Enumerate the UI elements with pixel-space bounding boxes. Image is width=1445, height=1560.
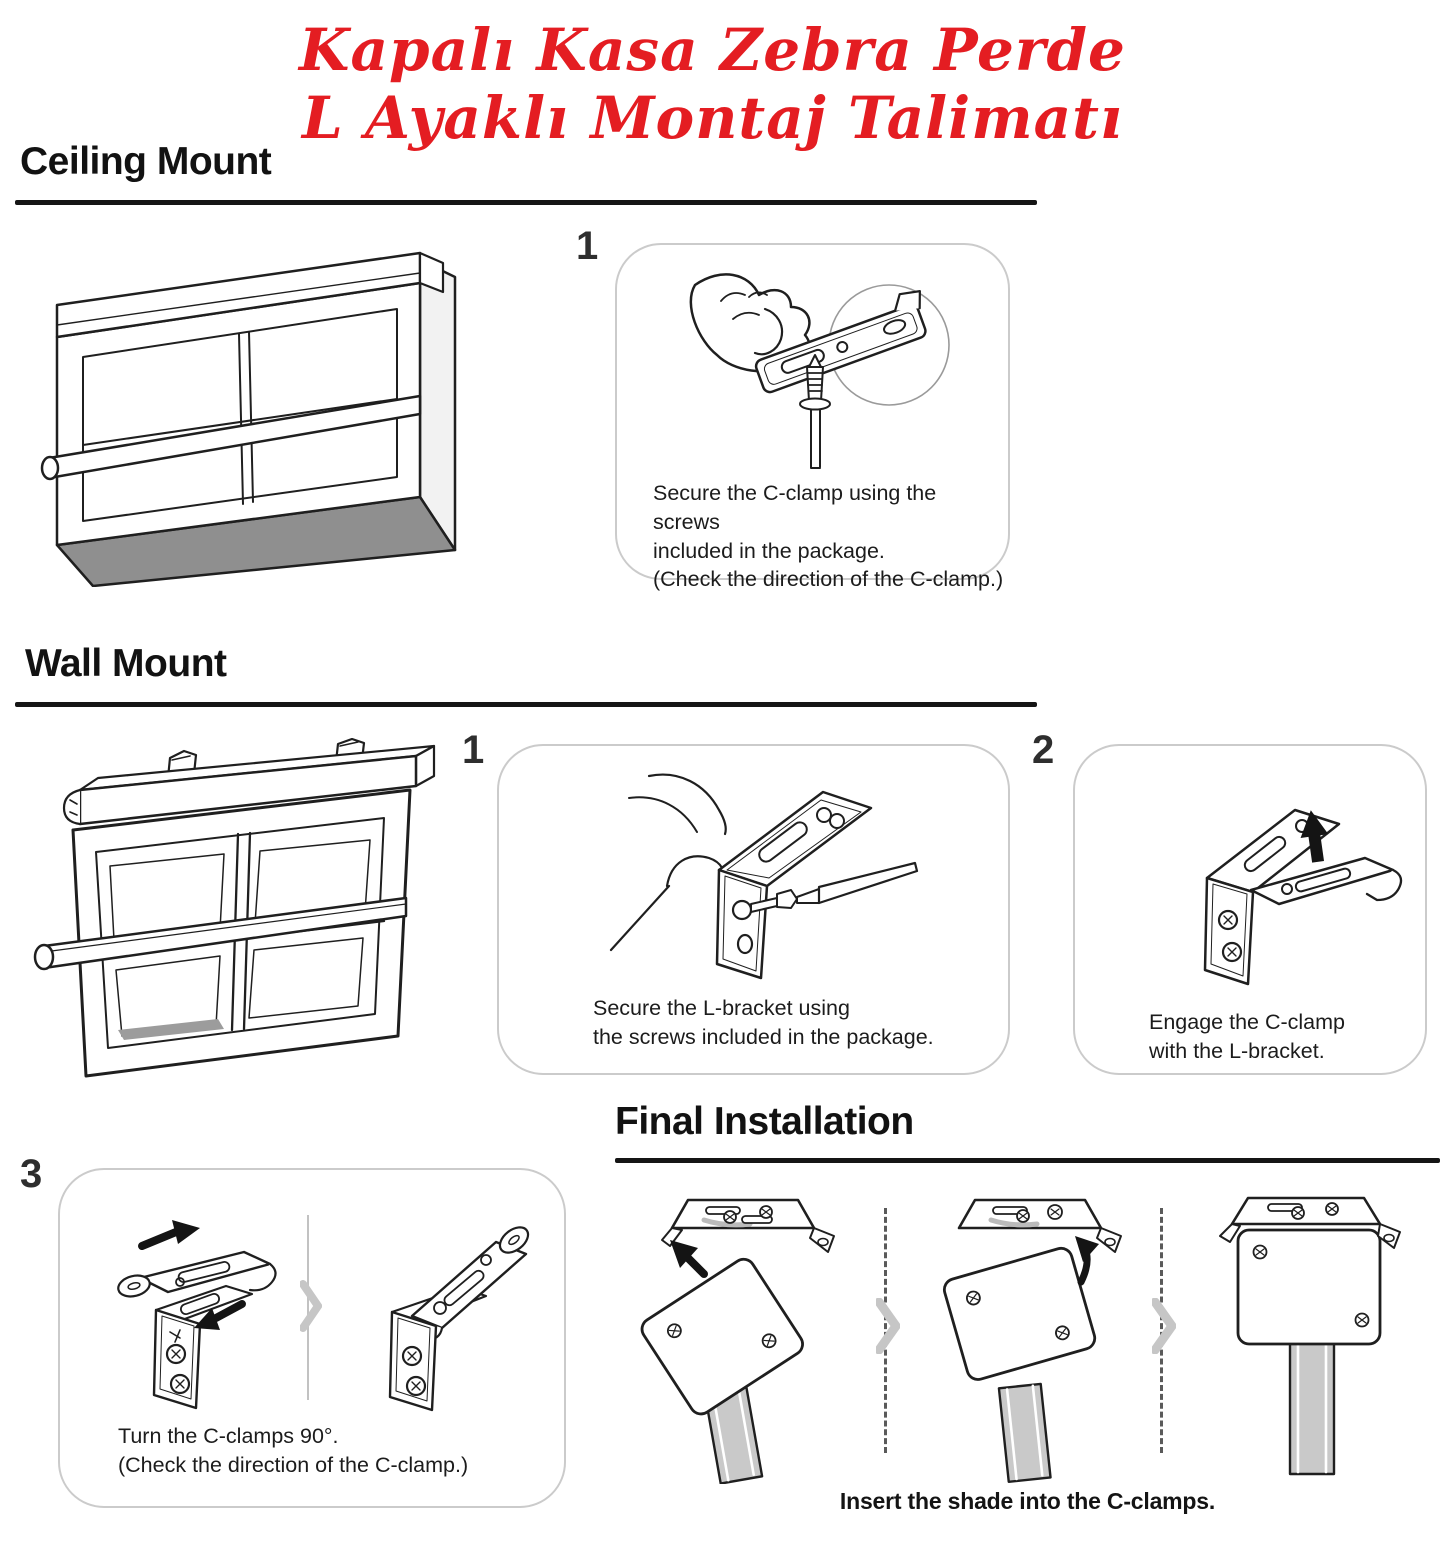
- wall-step2-number: 2: [1032, 728, 1055, 772]
- caption-line: the screws included in the package.: [593, 1024, 934, 1049]
- ceiling-mount-heading: Ceiling Mount: [20, 140, 272, 183]
- chevron-right-icon: [876, 1298, 900, 1354]
- final-caption: Insert the shade into the C-clamps.: [839, 1488, 1216, 1514]
- chevron-right-icon: [300, 1280, 322, 1332]
- turn-c-clamp-after-illustration: [328, 1194, 540, 1414]
- wall-step1-number: 1: [462, 728, 485, 772]
- ceiling-mount-rule: [15, 200, 1037, 205]
- wall-mount-rule: [15, 702, 1037, 707]
- final-installation-heading: Final Installation: [615, 1100, 914, 1143]
- caption-line: (Check the direction of the C-clamp.): [653, 567, 1004, 592]
- caption-line: Engage the C-clamp: [1149, 1010, 1345, 1034]
- wall-mount-heading: Wall Mount: [25, 642, 227, 685]
- final-step3-caption: [118, 1422, 468, 1480]
- wall-step1-caption: [593, 994, 934, 1052]
- engage-c-clamp-illustration: [1103, 758, 1403, 1003]
- caption-line: Turn the C-clamps 90°.: [118, 1424, 339, 1448]
- ceiling-step1-caption: [653, 479, 1008, 594]
- title-line-2: L Ayaklı Montaj Talimatı: [302, 84, 1123, 153]
- title-line-1: Kapalı Kasa Zebra Perde: [299, 16, 1126, 84]
- wall-window-illustration: [18, 738, 455, 1090]
- ceiling-step1-number: 1: [576, 224, 599, 268]
- caption-line: included in the package.: [653, 538, 885, 563]
- turn-c-clamp-before-illustration: [84, 1200, 296, 1415]
- caption-line: (Check the direction of the C-clamp.): [118, 1452, 469, 1477]
- l-bracket-screwdriver-illustration: [571, 758, 931, 996]
- wall-step1-panel: [497, 744, 1010, 1075]
- chevron-right-icon: [1152, 1298, 1176, 1354]
- final-step3-number: 3: [20, 1152, 43, 1196]
- caption-line: Secure the C-clamp using the screws: [653, 481, 937, 534]
- insert-shade-step-b-illustration: [905, 1186, 1155, 1484]
- insert-shade-step-a-illustration: [618, 1186, 868, 1484]
- wall-step2-panel: [1073, 744, 1427, 1075]
- final-step3-panel: [58, 1168, 566, 1508]
- c-clamp-screw-illustration: [637, 255, 987, 477]
- ceiling-window-illustration: [35, 245, 457, 587]
- wall-step2-caption: [1149, 1008, 1345, 1066]
- final-installation-rule: [615, 1158, 1440, 1163]
- page-title: [0, 16, 1425, 153]
- insert-shade-step-c-illustration: [1182, 1186, 1432, 1484]
- caption-line: with the L-bracket.: [1149, 1038, 1325, 1063]
- ceiling-step1-panel: [615, 243, 1010, 592]
- caption-line: Secure the L-bracket using: [593, 996, 850, 1020]
